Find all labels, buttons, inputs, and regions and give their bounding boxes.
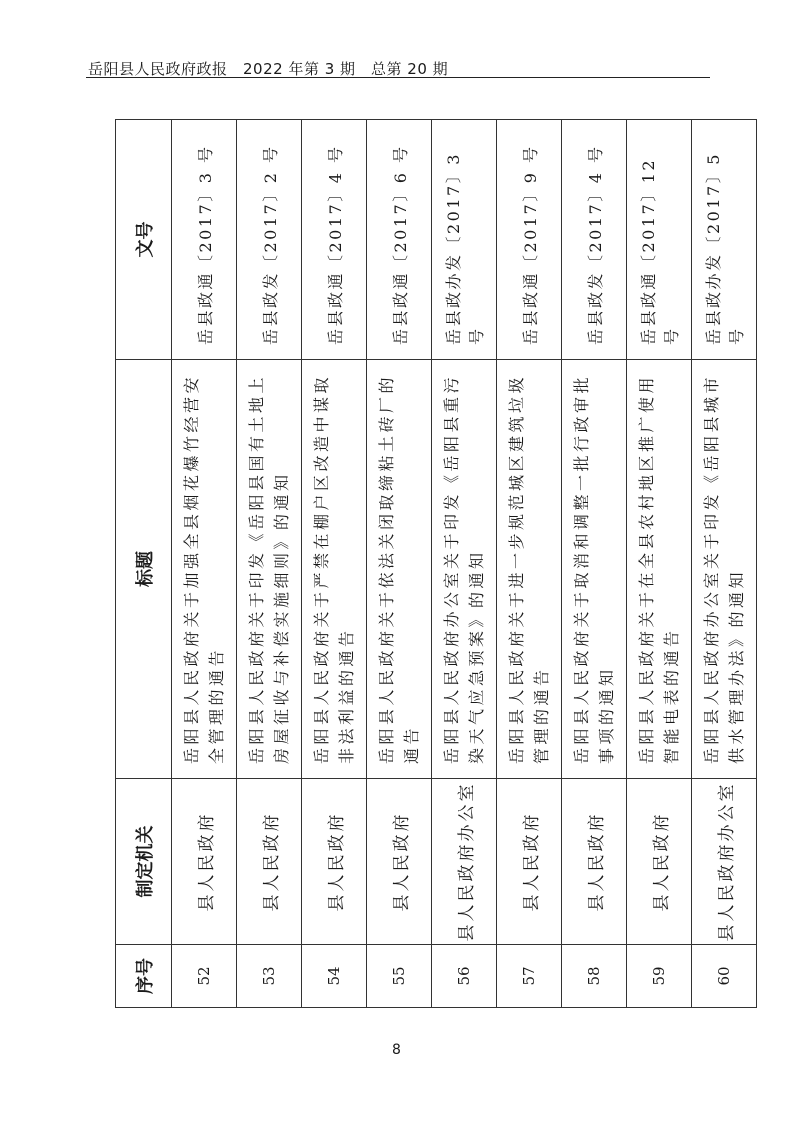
cell-title: 岳阳县人民政府关于依法关闭取缔粘土砖厂的通告 <box>367 360 432 779</box>
cell-seq: 59 <box>627 945 692 1008</box>
table-row <box>302 120 367 1008</box>
column-header-org: 制定机关 <box>116 779 172 945</box>
cell-seq: 57 <box>497 945 562 1008</box>
cell-doc: 岳县政通〔2017〕4 号 <box>302 120 367 360</box>
column-header-seq: 序号 <box>116 945 172 1008</box>
cell-org: 县人民政府 <box>237 779 302 945</box>
cell-org: 县人民政府 <box>627 779 692 945</box>
cell-seq: 54 <box>302 945 367 1008</box>
table-row <box>497 120 562 1008</box>
cell-title: 岳阳县人民政府关于印发《岳阳县国有土地上房屋征收与补偿实施细则》的通知 <box>237 360 302 779</box>
cell-seq: 56 <box>432 945 497 1008</box>
cell-org: 县人民政府 <box>172 779 237 945</box>
cell-doc: 岳县政办发〔2017〕3 号 <box>432 120 497 360</box>
cell-org: 县人民政府 <box>497 779 562 945</box>
table-row <box>692 120 757 1008</box>
cell-title: 岳阳县人民政府关于取消和调整一批行政审批事项的通知 <box>562 360 627 779</box>
cell-org: 县人民政府 <box>367 779 432 945</box>
cell-org: 县人民政府办公室 <box>692 779 757 945</box>
cell-org: 县人民政府办公室 <box>432 779 497 945</box>
cell-seq: 55 <box>367 945 432 1008</box>
cell-seq: 53 <box>237 945 302 1008</box>
document-list-table <box>115 119 757 1008</box>
cell-title: 岳阳县人民政府关于在全县农村地区推广使用智能电表的通告 <box>627 360 692 779</box>
cell-doc: 岳县政通〔2017〕6 号 <box>367 120 432 360</box>
running-header: 岳阳县人民政府政报 2022 年第 3 期 总第 20 期 <box>88 60 449 78</box>
cell-title: 岳阳县人民政府办公室关于印发《岳阳县城市供水管理办法》的通知 <box>692 360 757 779</box>
cell-title: 岳阳县人民政府关于严禁在棚户区改造中谋取非法利益的通告 <box>302 360 367 779</box>
cell-seq: 58 <box>562 945 627 1008</box>
cell-doc: 岳县政发〔2017〕4 号 <box>562 120 627 360</box>
cell-doc: 岳县政办发〔2017〕5 号 <box>692 120 757 360</box>
cell-doc: 岳县政通〔2017〕12 号 <box>627 120 692 360</box>
cell-org: 县人民政府 <box>562 779 627 945</box>
cell-seq: 60 <box>692 945 757 1008</box>
header-divider <box>86 77 710 78</box>
table-row <box>172 120 237 1008</box>
cell-seq: 52 <box>172 945 237 1008</box>
cell-org: 县人民政府 <box>302 779 367 945</box>
cell-doc: 岳县政通〔2017〕9 号 <box>497 120 562 360</box>
table-row <box>237 120 302 1008</box>
column-header-doc: 文号 <box>116 120 172 360</box>
page-number: 8 <box>392 1042 401 1058</box>
table-row <box>627 120 692 1008</box>
table-row <box>367 120 432 1008</box>
column-header-title: 标题 <box>116 360 172 779</box>
cell-title: 岳阳县人民政府办公室关于印发《岳阳县重污染天气应急预案》的通知 <box>432 360 497 779</box>
cell-title: 岳阳县人民政府关于加强全县烟花爆竹经营安全管理的通告 <box>172 360 237 779</box>
table-row <box>432 120 497 1008</box>
cell-doc: 岳县政发〔2017〕2 号 <box>237 120 302 360</box>
cell-doc: 岳县政通〔2017〕3 号 <box>172 120 237 360</box>
rotated-table-container <box>115 120 746 1008</box>
table-row <box>562 120 627 1008</box>
cell-title: 岳阳县人民政府关于进一步规范城区建筑垃圾管理的通告 <box>497 360 562 779</box>
table-header-row <box>116 120 172 1008</box>
